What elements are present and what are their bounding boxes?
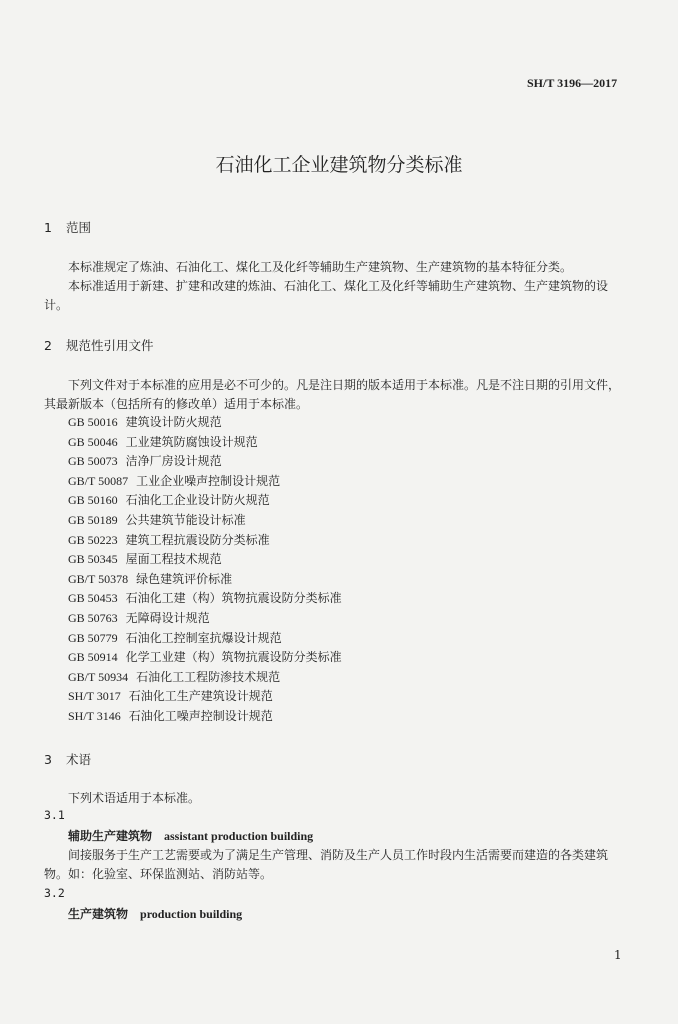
reference-title: 绿色建筑评价标准 — [136, 571, 233, 586]
reference-item — [68, 609, 342, 629]
reference-item — [68, 433, 342, 453]
reference-code: GB 50779 — [68, 630, 118, 645]
section-1-paragraph-1: 本标准规定了炼油、石油化工、煤化工及化纤等辅助生产建筑物、生产建筑物的基本特征分类。 — [68, 260, 573, 274]
reference-code: GB 50345 — [68, 552, 118, 567]
section-3-heading — [44, 750, 91, 768]
term-english: assistant production building — [164, 829, 314, 843]
section-2-intro: 下列文件对于本标准的应用是必不可少的。凡是注日期的版本适用于本标准。凡是不注日期的引用文件，其最新版本（包括所有的修改单）适用于本标准。 — [44, 378, 621, 411]
term-chinese: 辅助生产建筑物 — [68, 829, 153, 843]
reference-item — [68, 687, 342, 707]
reference-item — [68, 511, 342, 531]
section-title: 规范性引用文件 — [66, 338, 154, 353]
reference-item — [68, 570, 342, 590]
reference-item — [68, 707, 342, 727]
clause-number: 3.1 — [44, 808, 65, 822]
term-english: production building — [140, 907, 243, 921]
reference-title: 洁净厂房设计规范 — [125, 454, 222, 469]
section-number: 2 — [44, 338, 52, 353]
reference-item — [68, 550, 342, 570]
reference-item — [68, 531, 342, 551]
reference-item — [68, 668, 342, 688]
reference-code: GB 50073 — [68, 454, 118, 469]
section-1-paragraph-2: 本标准适用于新建、扩建和改建的炼油、石油化工、煤化工及化纤等辅助生产建筑物、生产建筑物的设计。 — [44, 279, 609, 312]
reference-item — [68, 491, 342, 511]
reference-item — [68, 413, 342, 433]
reference-title: 工业企业噪声控制设计规范 — [136, 473, 281, 488]
reference-item — [68, 648, 342, 668]
section-title: 术语 — [66, 752, 92, 767]
reference-title: 石油化工控制室抗爆设计规范 — [125, 630, 282, 645]
term-chinese: 生产建筑物 — [68, 907, 129, 921]
section-number: 1 — [44, 220, 52, 235]
section-1-heading — [44, 218, 91, 236]
reference-title: 石油化工生产建筑设计规范 — [128, 689, 273, 704]
reference-item — [68, 472, 342, 492]
reference-title: 石油化工噪声控制设计规范 — [128, 708, 273, 723]
page-number: 1 — [614, 948, 622, 962]
reference-title: 石油化工企业设计防火规范 — [125, 493, 270, 508]
term-heading — [68, 905, 242, 922]
clause-number: 3.2 — [44, 886, 65, 900]
normative-references-list — [68, 413, 342, 727]
section-title: 范围 — [66, 220, 92, 235]
reference-code: SH/T 3146 — [68, 708, 121, 723]
reference-code: GB 50223 — [68, 532, 118, 547]
reference-code: GB 50046 — [68, 434, 118, 449]
reference-code: GB 50189 — [68, 512, 118, 527]
reference-code: GB 50453 — [68, 591, 118, 606]
document-title: 石油化工企业建筑物分类标准 — [215, 154, 463, 176]
reference-title: 建筑设计防火规范 — [125, 415, 222, 429]
reference-title: 化学工业建（构）筑物抗震设防分类标准 — [125, 650, 342, 665]
reference-code: GB/T 50087 — [68, 473, 129, 488]
reference-title: 工业建筑防腐蚀设计规范 — [125, 434, 258, 449]
standard-number: SH/T 3196—2017 — [527, 76, 618, 90]
reference-title: 屋面工程技术规范 — [125, 552, 222, 567]
reference-title: 公共建筑节能设计标准 — [125, 512, 246, 527]
reference-code: GB 50763 — [68, 610, 118, 625]
reference-code: GB/T 50934 — [68, 669, 129, 684]
reference-title: 无障碍设计规范 — [125, 610, 210, 625]
reference-code: GB 50914 — [68, 650, 118, 665]
reference-title: 石油化工工程防渗技术规范 — [136, 669, 281, 684]
term-definition: 间接服务于生产工艺需要或为了满足生产管理、消防及生产人员工作时段内生活需要而建造的各类建筑物。如：化验室、环保监测站、消防站等。 — [44, 848, 609, 881]
reference-code: GB 50016 — [68, 415, 118, 429]
reference-code: GB/T 50378 — [68, 571, 129, 586]
reference-title: 建筑工程抗震设防分类标准 — [125, 532, 270, 547]
reference-item — [68, 452, 342, 472]
reference-item — [68, 629, 342, 649]
reference-code: GB 50160 — [68, 493, 118, 508]
reference-item — [68, 589, 342, 609]
reference-title: 石油化工建（构）筑物抗震设防分类标准 — [125, 591, 342, 606]
term-heading — [68, 827, 313, 844]
section-3-intro: 下列术语适用于本标准。 — [68, 791, 201, 805]
section-2-heading — [44, 336, 154, 354]
reference-code: SH/T 3017 — [68, 689, 121, 704]
section-number: 3 — [44, 752, 52, 767]
